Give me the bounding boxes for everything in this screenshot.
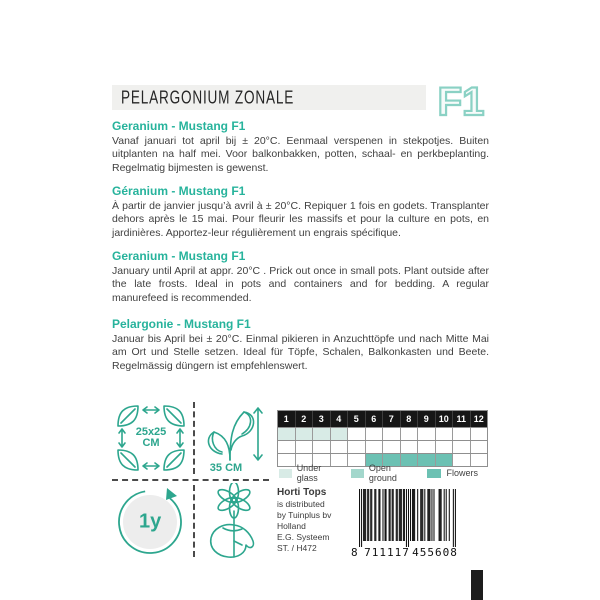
section-french: [112, 184, 489, 240]
distributor-line: E.G. Systeem: [277, 532, 330, 542]
calendar-month-label: 7: [383, 411, 401, 427]
dashed-divider-horizontal: [112, 479, 269, 481]
barcode-digit-group: 711117: [364, 546, 410, 559]
calendar-month-label: 12: [473, 414, 484, 424]
distributor-line: Holland: [277, 521, 306, 531]
section-dutch: [112, 119, 489, 175]
barcode-digits: [351, 545, 463, 559]
section-german: [112, 317, 489, 373]
calendar-cell: [278, 441, 296, 453]
section-body-german: Januar bis April bei ± 20°C. Einmal pikieren in Anzuchttöpfe und nach Mitte Mai am Ort und Stelle setzen. Ideal für Töpfe, Schalen, Balkonkasten und Beete. Regelmässig düngern ist empfehlenswert.: [112, 333, 489, 372]
barcode-digit-group: 8: [351, 546, 358, 559]
legend-item-under-glass: [279, 463, 340, 483]
legend-label-under-glass: Under glass: [296, 463, 322, 483]
calendar-cell: [471, 428, 488, 440]
spacing-value: 25x25: [135, 426, 167, 438]
calendar-cell: [453, 428, 471, 440]
section-body-french: À partir de janvier jusqu’à avril à ± 20°C. Repiquer 1 fois en godets. Transplanter dehors après le 15 mai. Pour fleurir les massifs et pour la culture en pots, en jardinières. Apportez-leur régulièrement un engrais spécifique.: [112, 200, 489, 239]
section-heading-dutch: Geranium - Mustang F1: [112, 119, 246, 133]
calendar-month-row: [278, 411, 487, 427]
section-heading-english: Geranium - Mustang F1: [112, 249, 246, 263]
calendar-cell: [471, 441, 488, 453]
barcode-digit-group: 455608: [412, 546, 458, 559]
sowing-calendar: [277, 410, 488, 467]
section-body-dutch: Vanaf januari tot april bij ± 20°C. Eenmaal verspenen in stekpotjes. Buiten uitplanten na half mei. Voor balkonbakken, potten, schaal- en perkbeplanting. Regelmatig bijmesten is gewenst.: [112, 135, 489, 174]
calendar-month-label: 1: [278, 411, 296, 427]
page-title: PELARGONIUM ZONALE: [121, 86, 295, 108]
calendar-month-label: 2: [296, 411, 314, 427]
calendar-month-label: 9: [418, 411, 436, 427]
calendar-cell: [383, 428, 401, 440]
cycle-label: 1y: [138, 510, 162, 533]
f1-badge-text: F1: [437, 80, 485, 124]
section-heading-french: Géranium - Mustang F1: [112, 184, 246, 198]
distributor-line: is distributed: [277, 499, 325, 509]
calendar-cell: [313, 428, 331, 440]
calendar-cell: [366, 441, 384, 453]
calendar-cell: [436, 428, 454, 440]
print-color-mark: [471, 570, 483, 600]
calendar-row-open-ground: [278, 440, 487, 453]
section-heading-german: Pelargonie - Mustang F1: [112, 317, 251, 331]
calendar-cell: [313, 441, 331, 453]
calendar-month-label: 6: [366, 411, 384, 427]
flower-in-pot-icon: [196, 483, 270, 561]
calendar-month-label: 10: [436, 411, 454, 427]
plant-spacing-pictogram: [110, 398, 192, 478]
legend-item-open-ground: [351, 463, 416, 483]
calendar-cell: [418, 441, 436, 453]
annual-cycle-pictogram: [110, 483, 192, 561]
calendar-cell: [418, 428, 436, 440]
calendar-cell: [278, 428, 296, 440]
spacing-label: [136, 427, 167, 449]
calendar-legend: [279, 463, 489, 483]
distributor-line: by Tuinplus bv: [277, 510, 332, 520]
section-body-english: January until April at appr. 20°C . Prick out once in small pots. Plant outside after the late frosts. Ideal in pots and containers and for bedding. A regular manurefeed is recommended.: [112, 265, 489, 304]
legend-swatch-under-glass: [279, 469, 292, 478]
calendar-month-label: 8: [401, 411, 419, 427]
calendar-cell: [436, 441, 454, 453]
calendar-cell: [296, 428, 314, 440]
distributor-block: [277, 487, 347, 554]
calendar-cell: [331, 441, 349, 453]
barcode-bars: [351, 489, 463, 547]
spacing-unit: CM: [142, 437, 160, 449]
legend-label-open-ground: Open ground: [368, 463, 397, 483]
calendar-row-under-glass: [278, 427, 487, 440]
legend-item-flowers: [427, 468, 478, 478]
calendar-month-label: 3: [313, 411, 331, 427]
calendar-cell: [401, 428, 419, 440]
calendar-cell: [383, 441, 401, 453]
calendar-cell: [348, 441, 366, 453]
legend-swatch-flowers: [427, 469, 441, 478]
calendar-cell: [401, 441, 419, 453]
distributor-name: Horti Tops: [277, 487, 327, 498]
dashed-divider-vertical-bottom: [193, 485, 195, 557]
legend-swatch-open-ground: [351, 469, 364, 478]
ean-barcode: [351, 489, 463, 561]
section-english: [112, 249, 489, 305]
variety-header-bar: [112, 85, 426, 110]
calendar-cell: [296, 441, 314, 453]
flower-pictogram: [196, 483, 270, 561]
calendar-month-label: 5: [348, 411, 366, 427]
calendar-cell: [366, 428, 384, 440]
calendar-month-label: 4: [331, 411, 349, 427]
distributor-line: ST. / H472: [277, 543, 317, 553]
plant-height-pictogram: [196, 398, 270, 478]
calendar-cell: [453, 441, 471, 453]
legend-label-flowers: Flowers: [446, 468, 478, 478]
dashed-divider-vertical-top: [193, 402, 195, 474]
calendar-cell: [331, 428, 349, 440]
calendar-month-label: 11: [453, 411, 471, 427]
calendar-cell: [348, 428, 366, 440]
height-label: 35 CM: [209, 462, 243, 474]
